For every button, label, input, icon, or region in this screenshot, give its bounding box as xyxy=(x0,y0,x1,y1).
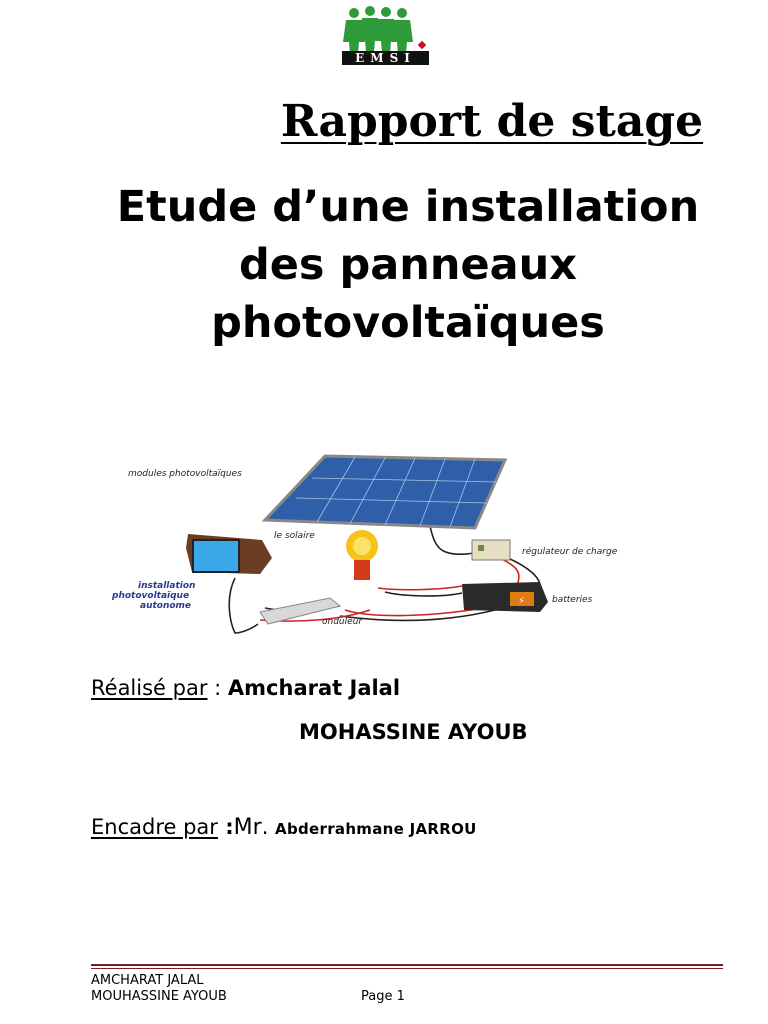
solar-panel-icon xyxy=(265,456,505,528)
supervisor-name: Abderrahmane JARROU xyxy=(275,820,477,838)
footer-name-2: MOUHASSINE AYOUB xyxy=(91,989,227,1004)
pv-installation-diagram xyxy=(100,448,670,648)
label-installation-1: installation xyxy=(138,581,196,591)
svg-text:⚡: ⚡ xyxy=(518,596,526,607)
footer-rule xyxy=(91,964,723,966)
subtitle-line: photovoltaïques xyxy=(211,298,605,348)
encadre-line xyxy=(91,815,477,840)
report-subtitle xyxy=(60,178,756,352)
people-icon xyxy=(343,6,413,54)
label-batteries: batteries xyxy=(552,595,593,605)
charge-regulator-icon xyxy=(472,540,510,560)
realise-label: Réalisé par xyxy=(91,676,208,700)
subtitle-line: Etude d’une installation xyxy=(116,182,700,232)
label-installation-3: autonome xyxy=(140,601,192,611)
encadre-separator: : xyxy=(217,815,234,839)
footer-rule-thin xyxy=(91,968,723,969)
label-onduleur: onduleur xyxy=(322,617,363,627)
footer-name-1: AMCHARAT JALAL xyxy=(91,973,204,988)
lamp-icon xyxy=(346,530,378,580)
encadre-label: Encadre par xyxy=(91,815,218,839)
tv-icon xyxy=(186,534,272,574)
mr-title: Mr xyxy=(233,815,262,840)
subtitle-line: des panneaux xyxy=(238,240,578,290)
report-title: Rapport de stage xyxy=(280,96,704,147)
author-1: Amcharat Jalal xyxy=(227,676,401,700)
mr-dot: . xyxy=(261,815,276,839)
logo-text: EMSI xyxy=(342,51,429,65)
footer-page-number: Page 1 xyxy=(361,989,405,1004)
battery-icon xyxy=(462,582,548,612)
author-2: MOHASSINE AYOUB xyxy=(299,720,528,744)
label-regulateur: régulateur de charge xyxy=(522,547,618,557)
realise-line xyxy=(91,676,400,700)
realise-separator: : xyxy=(207,676,228,700)
label-modules: modules photovoltaïques xyxy=(128,469,242,479)
label-installation-2: photovoltaïque xyxy=(112,591,190,601)
label-solaire: le solaire xyxy=(274,531,315,541)
